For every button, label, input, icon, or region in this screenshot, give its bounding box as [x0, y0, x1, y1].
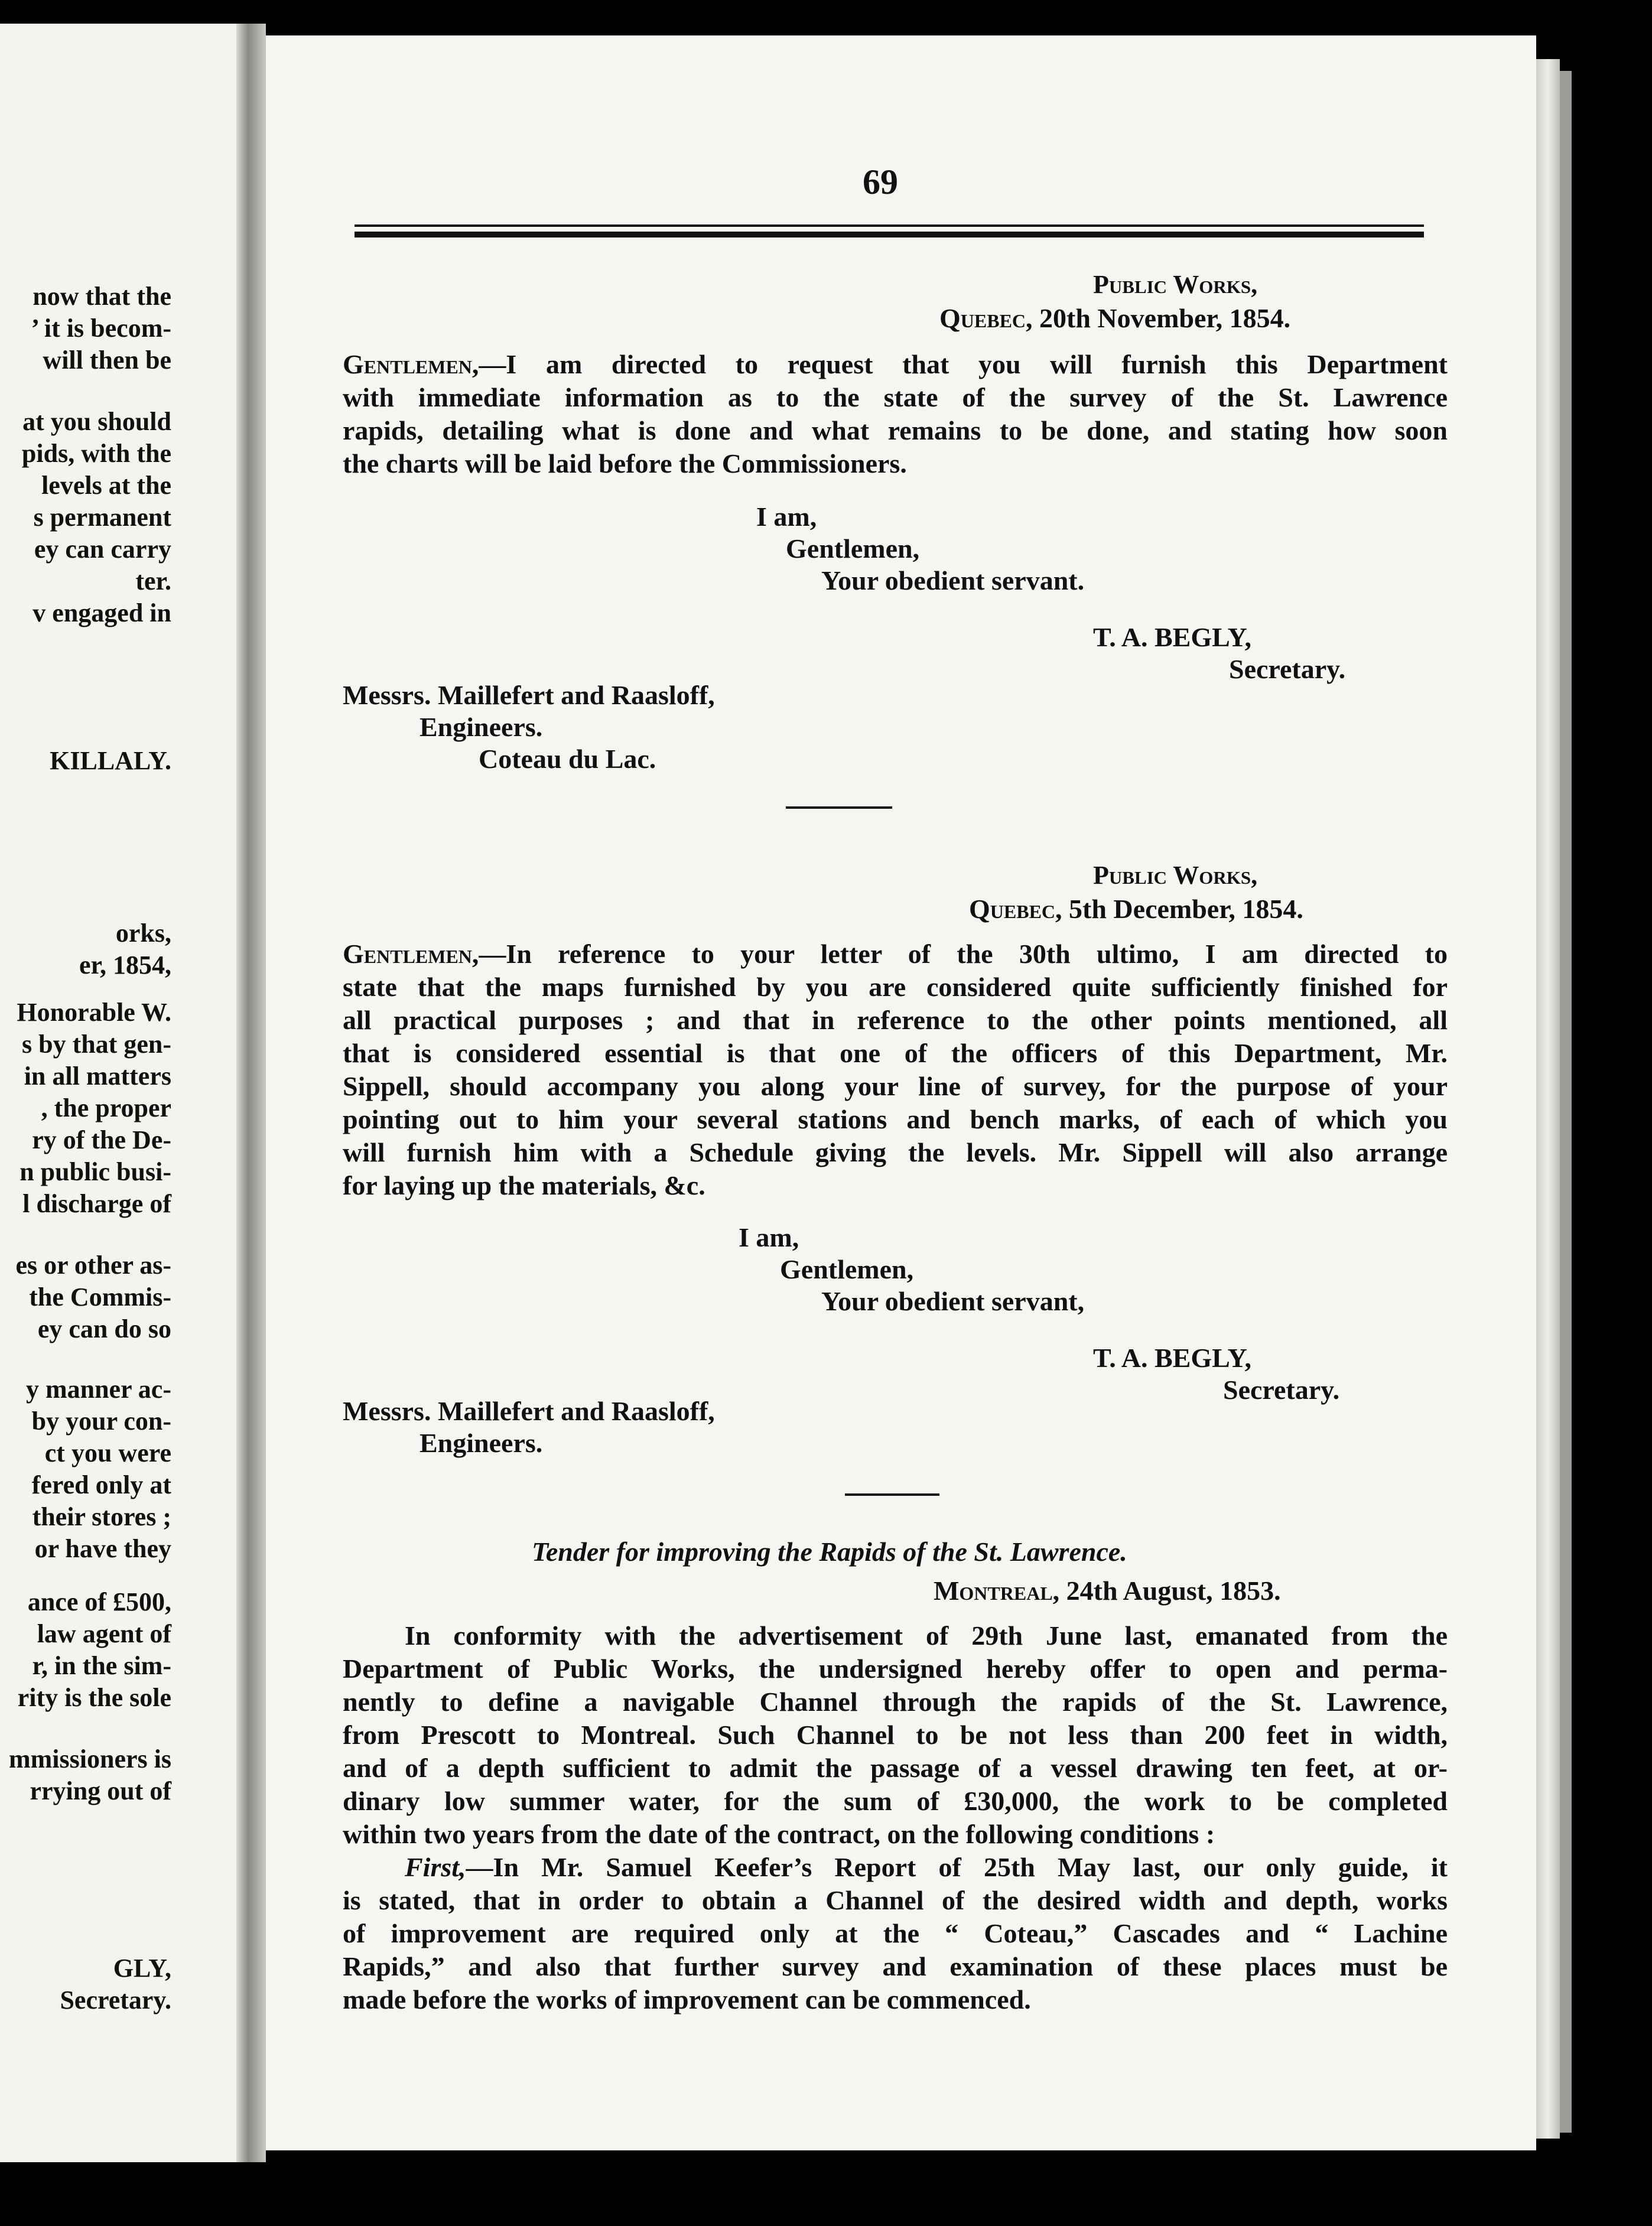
letter-closing: Gentlemen,: [786, 533, 920, 564]
letter-closing: Your obedient servant,: [821, 1286, 1085, 1316]
letter-date: 5th December, 1854.: [1069, 894, 1303, 924]
tender-body-line: within two years from the date of the contract, on the following conditions :: [343, 1819, 1215, 1849]
letter-heading-place-date: [969, 896, 1303, 923]
letter-addressee: Engineers.: [419, 712, 543, 742]
letter-body-line: Sippell, should accompany you along your line of survey, for the purpose of your: [343, 1071, 1448, 1101]
letter-salutation: Gentlemen,: [343, 349, 479, 379]
left-text-line: will then be: [43, 346, 171, 375]
letter-body-line: Gentlemen,—In reference to your letter of the 30th ultimo, I am directed to: [343, 939, 1448, 969]
left-text-line: or have they: [34, 1534, 171, 1563]
left-text-line: n public busi-: [19, 1157, 171, 1186]
letter-body-line: state that the maps furnished by you are considered quite sufficiently finished for: [343, 972, 1448, 1002]
left-text-line: ance of £500,: [27, 1587, 171, 1616]
left-text-line: er, 1854,: [79, 951, 171, 979]
page-edge-shadow: [1560, 71, 1572, 2133]
header-rule-thick: [355, 232, 1424, 237]
letter-signature: T. A. BEGLY,: [1093, 622, 1252, 652]
letter-addressee: Messrs. Maillefert and Raasloff,: [343, 1396, 715, 1426]
left-text-line: s permanent: [33, 503, 171, 532]
left-page-fragment: [0, 24, 236, 2162]
left-text-line: ter.: [135, 567, 171, 595]
left-text-line: ey can do so: [37, 1314, 171, 1343]
letter-signature: T. A. BEGLY,: [1093, 1343, 1252, 1373]
left-text-line: law agent of: [37, 1619, 171, 1648]
letter-body-line: rapids, detailing what is done and what remains to be done, and stating how soon: [343, 415, 1448, 445]
tender-body-line: of improvement are required only at the “ Coteau,” Cascades and “ Lachine: [343, 1918, 1448, 1948]
left-text-line: their stores ;: [32, 1502, 171, 1531]
left-text-line: fered only at: [31, 1470, 171, 1499]
left-text-line: Honorable W.: [17, 998, 171, 1027]
section-divider: [845, 1493, 939, 1496]
tender-body-line: In conformity with the advertisement of 29th June last, emanated from the: [405, 1620, 1448, 1651]
letter-date: 20th November, 1854.: [1039, 303, 1291, 333]
left-text-line: ct you were: [44, 1439, 171, 1467]
letter-body-line: pointing out to him your several stations and bench marks, of each of which you: [343, 1104, 1448, 1134]
left-text-line: levels at the: [41, 471, 171, 500]
letter-body-line: that is considered essential is that one of the officers of this Department, Mr.: [343, 1038, 1448, 1068]
letter-closing: I am,: [739, 1222, 799, 1252]
letter-body-line: will furnish him with a Schedule giving the levels. Mr. Sippell will also arrange: [343, 1137, 1448, 1167]
tender-first-lead: First,: [405, 1852, 466, 1882]
letter-body-line: Gentlemen,—I am directed to request that you will furnish this Department: [343, 349, 1448, 379]
left-text-line: ey can carry: [34, 535, 171, 564]
tender-date: 24th August, 1853.: [1066, 1576, 1281, 1606]
left-text-line: rrying out of: [30, 1776, 171, 1805]
tender-body-line: Rapids,” and also that further survey and examination of these places must be: [343, 1951, 1448, 1981]
left-text-line: the Commis-: [29, 1283, 171, 1311]
letter-heading-office: Public Works,: [1093, 270, 1258, 299]
tender-body-line: First,—In Mr. Samuel Keefer’s Report of 25th May last, our only guide, it: [405, 1852, 1448, 1882]
letter-closing: Gentlemen,: [780, 1254, 914, 1284]
left-text-line: Secretary.: [60, 1986, 171, 2015]
left-text-line: orks,: [115, 919, 171, 948]
letter-addressee: Engineers.: [419, 1428, 543, 1458]
tender-body-line: and of a depth sufficient to admit the passage of a vessel drawing ten feet, at or-: [343, 1753, 1448, 1783]
letter-body-line: the charts will be laid before the Commissioners.: [343, 448, 907, 479]
left-text-line: by your con-: [31, 1407, 171, 1436]
left-text-line: in all matters: [24, 1062, 171, 1091]
letter-salutation: Gentlemen,: [343, 939, 479, 969]
tender-body-line: from Prescott to Montreal. Such Channel to be not less than 200 feet in width,: [343, 1720, 1448, 1750]
left-text-line: l discharge of: [22, 1189, 171, 1218]
letter-signature-title: Secretary.: [1229, 654, 1346, 684]
section-divider: [786, 806, 892, 809]
letter-place: Quebec,: [969, 894, 1062, 924]
letter-body-line: for laying up the materials, &c.: [343, 1170, 705, 1200]
letter-body-line: all practical purposes ; and that in reference to the other points mentioned, all: [343, 1005, 1448, 1035]
letter-heading-place-date: [939, 305, 1290, 332]
tender-body-line: Department of Public Works, the undersigned hereby offer to open and perma-: [343, 1654, 1448, 1684]
left-text-line: KILLALY.: [50, 746, 171, 775]
left-text-line: ’ it is becom-: [31, 314, 171, 343]
left-text-line: pids, with the: [21, 439, 171, 468]
letter-heading-office: Public Works,: [1093, 861, 1258, 890]
page-edge: [1536, 59, 1560, 2139]
letter-closing: Your obedient servant.: [821, 565, 1085, 595]
tender-body-line: is stated, that in order to obtain a Channel of the desired width and depth, works: [343, 1885, 1448, 1915]
left-text-line: at you should: [22, 407, 171, 436]
left-text-line: es or other as-: [15, 1251, 171, 1280]
book-gutter: [236, 24, 266, 2162]
letter-signature-title: Secretary.: [1223, 1375, 1340, 1405]
tender-body-line: dinary low summer water, for the sum of £30,000, the work to be completed: [343, 1786, 1448, 1816]
header-rule-top: [355, 224, 1424, 227]
left-text-line: v engaged in: [32, 598, 171, 627]
letter-body-line: with immediate information as to the state of the survey of the St. Lawrence: [343, 382, 1448, 412]
tender-place-date: [934, 1577, 1281, 1605]
tender-title: Tender for improving the Rapids of the St. Lawrence.: [532, 1537, 1127, 1567]
letter-closing: I am,: [756, 502, 817, 532]
left-text-line: mmissioners is: [9, 1745, 171, 1773]
page-number: 69: [863, 162, 898, 201]
left-text-line: ry of the De-: [32, 1125, 171, 1154]
letter-addressee: Messrs. Maillefert and Raasloff,: [343, 680, 715, 710]
left-text-line: r, in the sim-: [32, 1651, 171, 1680]
left-text-line: s by that gen-: [21, 1030, 171, 1059]
tender-body-line: nently to define a navigable Channel through the rapids of the St. Lawrence,: [343, 1687, 1448, 1717]
left-text-line: GLY,: [113, 1954, 171, 1983]
left-text-line: y manner ac-: [25, 1375, 171, 1404]
tender-body-line: made before the works of improvement can be commenced.: [343, 1984, 1031, 2015]
tender-place: Montreal,: [934, 1576, 1060, 1606]
right-page: [266, 35, 1536, 2150]
letter-place: Quebec,: [939, 303, 1033, 333]
left-text-line: now that the: [32, 282, 171, 311]
left-text-line: rity is the sole: [17, 1683, 171, 1712]
letter-addressee: Coteau du Lac.: [479, 744, 656, 774]
left-text-line: , the proper: [41, 1094, 171, 1122]
